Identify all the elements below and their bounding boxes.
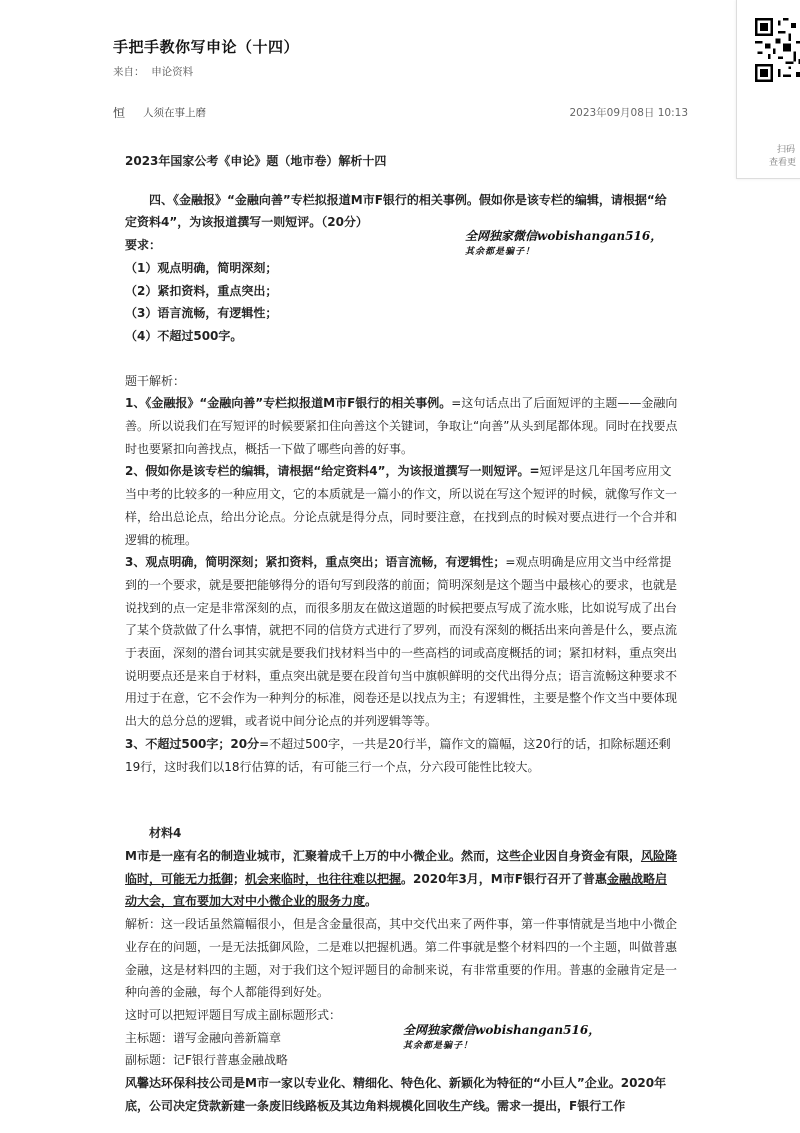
material-title: 材料4 <box>149 826 182 841</box>
watermark-line1: 全网独家微信wobishangan516， <box>465 229 663 243</box>
source-label: 来自： <box>113 66 145 78</box>
analysis-paragraph <box>125 460 678 551</box>
watermark-line2: 其余都是骗子！ <box>465 247 536 257</box>
question-text: 四、《金融报》“金融向善”专栏拟报道M市F银行的相关事例。假如你是该专栏的编辑，请根据“给定资料4”，为该报道撰写一则短评。（20分） <box>125 192 667 230</box>
analysis-text: 短评是这几年国考应用文当中考的比较多的一种应用文，它的本质就是一篇小的作文，所以说在写这个短评的时候，就像写作文一样，给出总论点，给出分论点。分论点就是得分点，同时要注意，在找到点的时候对要点进行一个合并和逻辑的梳理。 <box>125 464 678 547</box>
analysis-title: 题干解析： <box>125 373 186 388</box>
analysis-paragraph <box>125 551 678 733</box>
publish-date: 2023年09月08日 10:13 <box>569 107 688 119</box>
analysis-text: =观点明确是应用文当中经常提到的一个要求，就是要把能够得分的语句写到段落的前面；简明深刻是这个题当中最核心的要求，也就是说找到的点一定是非常深刻的点，而很多朋友在做这道题的时候把要点写成了流水账，比如说写成了出台了某个贷款做了什么事情，就把不同的信贷方式进行了罗列，而没有深刻的概括出来向善是什么，要点流于表面，深刻的潜台词其实就是要我们找材料当中的一些高档的词或高度概括的词；紧扣材料，重点突出说明要点还是来自于材料，重点突出就是要在段首句当中旗帜鲜明的交代出得分点；语言流畅这种要求不用过于在意，它不会作为一种判分的标准，阅卷还是以找点为主；有逻辑性，主要是整个作文当中要体现出大的总分总的逻辑，或者说中间分论点的并列逻辑等等。 <box>125 555 678 729</box>
watermark <box>403 1022 600 1054</box>
material-underlined: 风险降临时，可能无力抵御 <box>125 848 677 886</box>
material-analysis: 解析：这一段话虽然篇幅很小，但是含金量很高，其中交代出来了两件事，第一件事情就是当地中小微企业存在的问题，一是无法抵御风险，二是难以把握机遇。第二件事就是整个材料四的一个主题，叫做普惠金融，这是材料四的主题，对于我们这个短评题目的命制来说，有非常重要的作用。普惠的金融肯定是一种向善的金融，每个人都能得到好处。 <box>125 917 678 1000</box>
material-text: ； <box>233 871 246 886</box>
analysis-text: =不超过500字，一共是20行半，篇作文的篇幅，这20行的话，扣除标题还剩19行，这时我们以18行估算的话，有可能三行一个点，分六段可能性比较大。 <box>125 736 671 774</box>
material-paragraph: 风馨达环保科技公司是M市一家以专业化、精细化、特色化、新颖化为特征的“小巨人”企业。2020年底，公司决定贷款新建一条废旧线路板及其边角料规模化回收生产线。需求一提出，F银行工作 <box>125 1076 667 1113</box>
material-underlined: 机会来临时，也往往难以把握 <box>245 871 402 886</box>
article-source <box>113 64 193 79</box>
author-row <box>113 104 688 122</box>
qr-code-panel <box>736 0 800 179</box>
analysis-key: 2、假如你是该专栏的编辑，请根据“给定资料4”，为该报道撰写一则短评。= <box>125 464 540 479</box>
watermark <box>465 228 662 260</box>
requirement-item: （4）不超过500字。 <box>125 328 243 343</box>
requirements-title: 要求： <box>125 238 162 253</box>
analysis-paragraph <box>125 392 678 460</box>
analysis-key: 1、《金融报》“金融向善”专栏拟报道M市F银行的相关事例。 <box>125 396 452 411</box>
requirement-item: （3）语言流畅，有逻辑性； <box>125 306 278 321</box>
analysis-key: 3、观点明确，简明深刻；紧扣资料，重点突出；语言流畅，有逻辑性； <box>125 555 506 570</box>
author-name-link[interactable]: 人须在事上磨 <box>143 107 206 119</box>
requirement-item: （1）观点明确，简明深刻； <box>125 260 278 275</box>
material-text: 。2020年3月，M市F银行召开了普惠 <box>401 871 607 886</box>
article-title: 手把手教你写申论（十四） <box>113 38 300 56</box>
requirement-item: （2）紧扣资料，重点突出； <box>125 283 278 298</box>
article-subtitle: 2023年国家公考《申论》题（地市卷）解析十四 <box>125 154 387 168</box>
analysis-paragraph <box>125 733 678 778</box>
material-underlined: 金融战略启动大会，宣布要加大对中小微企业的服务力度 <box>125 871 667 909</box>
article-body <box>125 150 678 1117</box>
source-name-link[interactable]: 申论资料 <box>151 66 194 78</box>
analysis-text: =这句话点出了后面短评的主题——金融向善。所以说我们在写短评的时候要紧扣住向善这个关键词，争取让“向善”从头到尾都体现。同时在找要点时也要紧扣向善找点，概括一下做了哪些向善的好事。 <box>125 396 678 456</box>
material-text: 。 <box>365 894 378 909</box>
watermark-line2: 其余都是骗子！ <box>403 1041 474 1051</box>
watermark-line1: 全网独家微信wobishangan516， <box>403 1023 601 1037</box>
analysis-key: 3、不超过500字；20分 <box>125 736 260 751</box>
author-logo-icon[interactable]: 恒 <box>113 106 126 120</box>
main-title-line: 主标题：谱写金融向善新篇章 <box>125 1030 282 1045</box>
material-text: M市是一座有名的制造业城市，汇聚着成千上万的中小微企业。然而，这些企业因自身资金有限， <box>125 848 641 863</box>
qr-code-icon[interactable] <box>755 18 800 82</box>
sub-title-line: 副标题：记F银行普惠金融战略 <box>125 1053 288 1068</box>
qr-scan-label: 扫码 <box>777 145 796 155</box>
qr-view-more-label: 查看更 <box>769 158 797 168</box>
material-paragraph <box>125 845 678 913</box>
material-note: 这时可以把短评题目写成主副标题形式： <box>125 1007 342 1022</box>
